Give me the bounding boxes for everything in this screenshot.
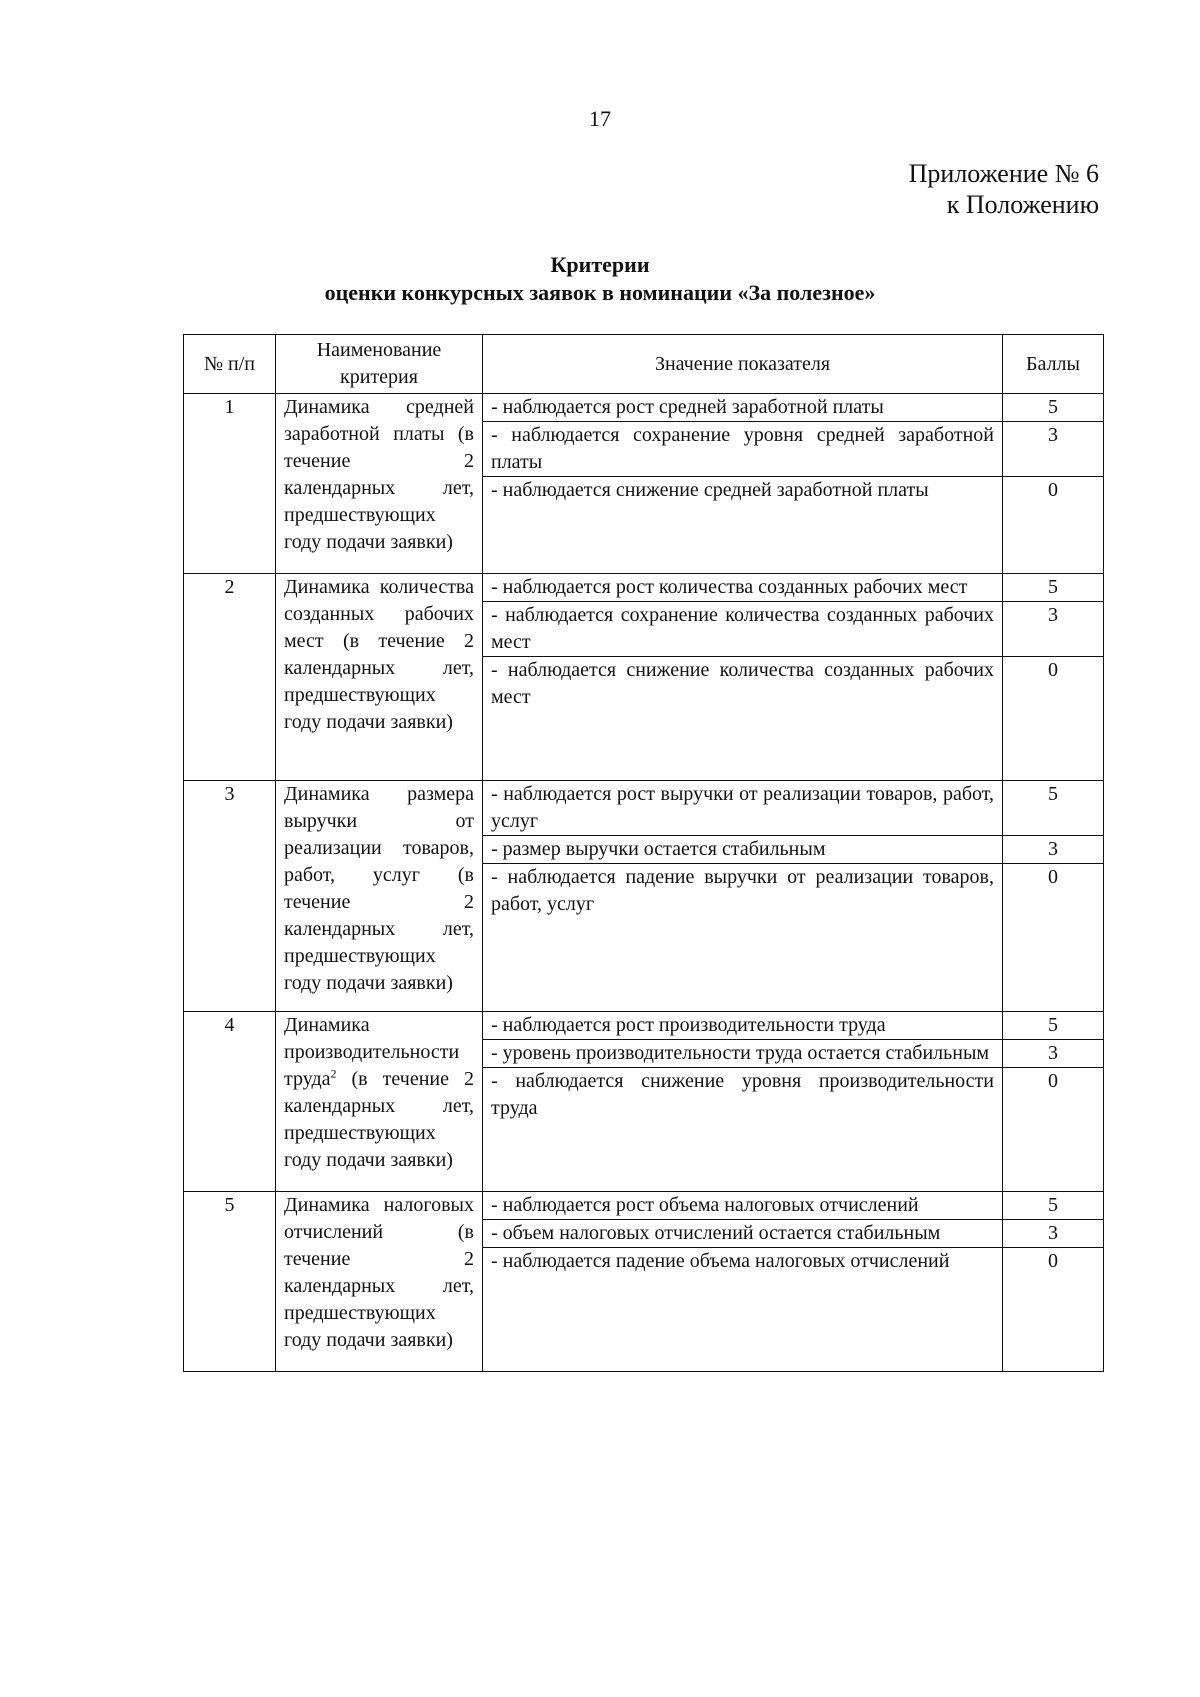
header-num: № п/п (184, 335, 276, 394)
points-cell: 3 (1003, 836, 1104, 864)
header-value: Значение показателя (483, 335, 1003, 394)
table-row (184, 574, 1104, 602)
title-line-1: Критерии (550, 252, 650, 277)
table-row (184, 781, 1104, 836)
value-cell: - наблюдается сохранение уровня средней заработной платы (483, 422, 1003, 477)
table-row (184, 394, 1104, 422)
value-cell: - наблюдается рост объема налоговых отчислений (483, 1192, 1003, 1220)
value-cell: - наблюдается рост количества созданных рабочих мест (483, 574, 1003, 602)
points-cell: 3 (1003, 1040, 1104, 1068)
value-cell: - объем налоговых отчислений остается стабильным (483, 1220, 1003, 1248)
row-criterion: Динамика количества созданных рабочих мест (в течение 2 календарных лет, предшествующих году подачи заявки) (276, 574, 483, 781)
value-cell: - наблюдается рост средней заработной платы (483, 394, 1003, 422)
header-criterion: Наименование критерия (276, 335, 483, 394)
row-num: 3 (184, 781, 276, 1012)
table-row (184, 1012, 1104, 1040)
points-cell: 3 (1003, 1220, 1104, 1248)
points-cell: 5 (1003, 781, 1104, 836)
row-num: 2 (184, 574, 276, 781)
row-criterion (276, 1012, 483, 1192)
appendix-line-2: к Положению (946, 190, 1099, 219)
footnote-mark: 2 (330, 1066, 337, 1081)
row-num: 5 (184, 1192, 276, 1372)
points-cell: 5 (1003, 1012, 1104, 1040)
points-cell: 5 (1003, 574, 1104, 602)
points-cell: 0 (1003, 477, 1104, 574)
criterion-text: Динамика производительности труда (284, 1014, 460, 1090)
criteria-table (183, 334, 1104, 1372)
value-cell: - наблюдается падение выручки от реализации товаров, работ, услуг (483, 864, 1003, 1012)
points-cell: 5 (1003, 394, 1104, 422)
value-cell: - наблюдается рост производительности труда (483, 1012, 1003, 1040)
table-header-row (184, 335, 1104, 394)
title-line-2: оценки конкурсных заявок в номинации «За полезное» (324, 280, 876, 305)
row-criterion: Динамика налоговых отчислений (в течение 2 календарных лет, предшествующих году подачи заявки) (276, 1192, 483, 1372)
row-num: 4 (184, 1012, 276, 1192)
points-cell: 0 (1003, 864, 1104, 1012)
value-cell: - уровень производительности труда остается стабильным (483, 1040, 1003, 1068)
appendix-label (909, 158, 1099, 220)
table-row (184, 1192, 1104, 1220)
points-cell: 0 (1003, 1248, 1104, 1372)
value-cell: - наблюдается сохранение количества созданных рабочих мест (483, 602, 1003, 657)
points-cell: 3 (1003, 602, 1104, 657)
value-cell: - наблюдается снижение средней заработной платы (483, 477, 1003, 574)
value-cell: - наблюдается рост выручки от реализации товаров, работ, услуг (483, 781, 1003, 836)
points-cell: 3 (1003, 422, 1104, 477)
appendix-line-1: Приложение № 6 (908, 159, 1099, 188)
criterion-text: (в течение 2 календарных лет, предшествующих году подачи заявки) (284, 1068, 474, 1171)
page-number: 17 (589, 106, 611, 131)
value-cell: - наблюдается снижение уровня производительности труда (483, 1068, 1003, 1192)
row-num: 1 (184, 394, 276, 574)
document-title (0, 251, 1200, 307)
row-criterion: Динамика средней заработной платы (в течение 2 календарных лет, предшествующих году подачи заявки) (276, 394, 483, 574)
value-cell: - наблюдается снижение количества созданных рабочих мест (483, 657, 1003, 781)
points-cell: 5 (1003, 1192, 1104, 1220)
header-points: Баллы (1003, 335, 1104, 394)
points-cell: 0 (1003, 657, 1104, 781)
value-cell: - наблюдается падение объема налоговых отчислений (483, 1248, 1003, 1372)
points-cell: 0 (1003, 1068, 1104, 1192)
value-cell: - размер выручки остается стабильным (483, 836, 1003, 864)
row-criterion: Динамика размера выручки от реализации товаров, работ, услуг (в течение 2 календарных лет, предшествующих году подачи заявки) (276, 781, 483, 1012)
